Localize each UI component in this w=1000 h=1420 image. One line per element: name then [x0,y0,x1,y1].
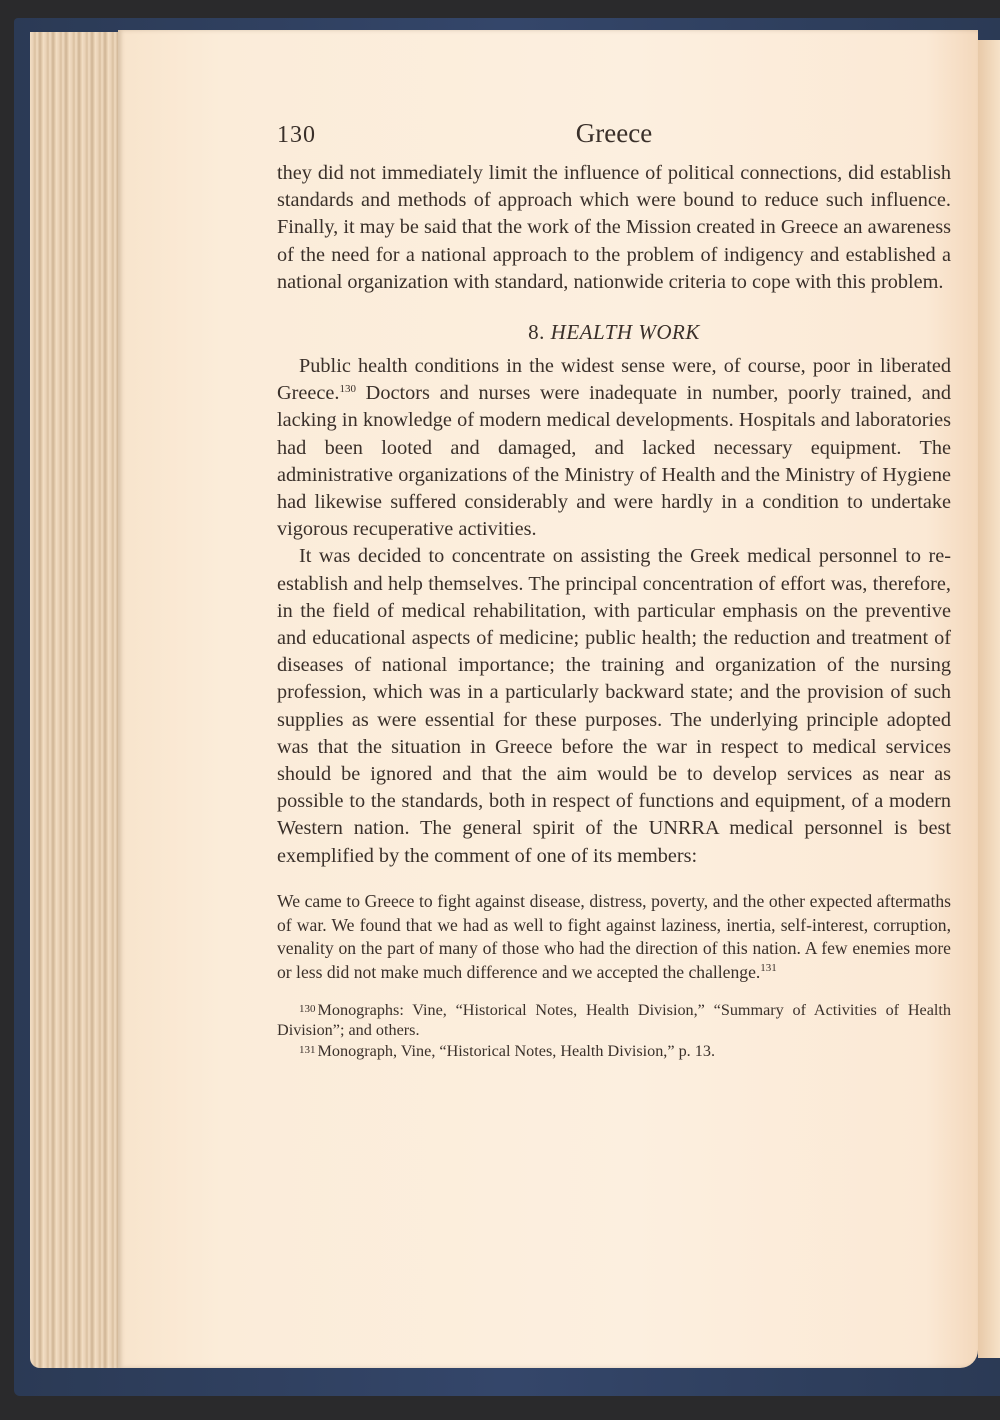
section-number: 8. [528,320,545,345]
paragraph-1-text-a: Public health conditions in the widest sense were, of course, poor in liberated Greece. [277,355,951,405]
running-head [277,118,951,158]
footnote-mark: 130 [299,1003,316,1016]
section-title: HEALTH WORK [550,320,700,345]
running-title: Greece [575,118,653,148]
page-content [277,118,951,1061]
footnote-text: Monograph, Vine, “Historical Notes, Health Division,” p. 13. [317,1042,716,1061]
paragraph-1-text-b: Doctors and nurses were inadequate in number, poorly trained, and lacking in knowledge of modern medical developments. Hospitals and laboratories had been looted and damaged, and lacked necessary equipment. The administrative organizations of the Ministry of Health and the Ministry of Hygiene had likewise suffered considerably and were hardly in a condition to undertake vigorous recuperative activities. [277,382,951,541]
footnote-131 [277,1040,951,1061]
page-edges [30,32,125,1368]
block-quote [277,890,951,985]
footnote-ref-131[interactable]: 131 [760,962,777,975]
paragraph-2: It was decided to concentrate on assisting the Greek medical personnel to re-establish and help themselves. The principal concentration of effort was, therefore, in the field of medical rehabilitation, with particular emphasis on the preventive and educational aspects of medicine; public health; the reduction and treatment of diseases of national importance; the training and organization of the nursing profession, which was in a particularly backward state; and the provision of such supplies as were essential for these purposes. The underlying principle adopted was that the situation in Greece before the war in respect to medical services should be ignored and that the aim would be to develop services as near as possible to the standards, both in respect of functions and equipment, of a modern Western nation. The general spirit of the UNRRA medical personnel is best exemplified by the comment of one of its members: [277,545,951,867]
block-quote-text: We came to Greece to fight against disease, distress, poverty, and the other expected aftermaths of war. We found that we had as well to fight against laziness, inertia, self-interest, corruption, venality on the part of many of those who had the direction of this nation. A few enemies more or less did not make much difference and we accepted the challenge. [277,890,951,983]
footnote-130 [277,999,951,1040]
section-heading [277,320,951,345]
page-number: 130 [277,122,316,148]
footnotes [277,999,951,1061]
footnote-ref-130[interactable]: 130 [339,383,356,396]
footnote-mark: 131 [299,1044,316,1057]
paragraph-1 [277,353,951,543]
facing-page-edge [978,40,1000,1358]
footnote-text: Monographs: Vine, “Historical Notes, Health Division,” “Summary of Activities of Health Division”; and others. [277,1001,951,1040]
continued-paragraph: they did not immediately limit the influence of political connections, did establish standards and methods of approach which were bound to reduce such influence. Finally, it may be said that the work of the Mission created in Greece an awareness of the need for a national approach to the problem of indigency and established a national organization with standard, nationwide criteria to cope with this problem. [277,162,951,293]
